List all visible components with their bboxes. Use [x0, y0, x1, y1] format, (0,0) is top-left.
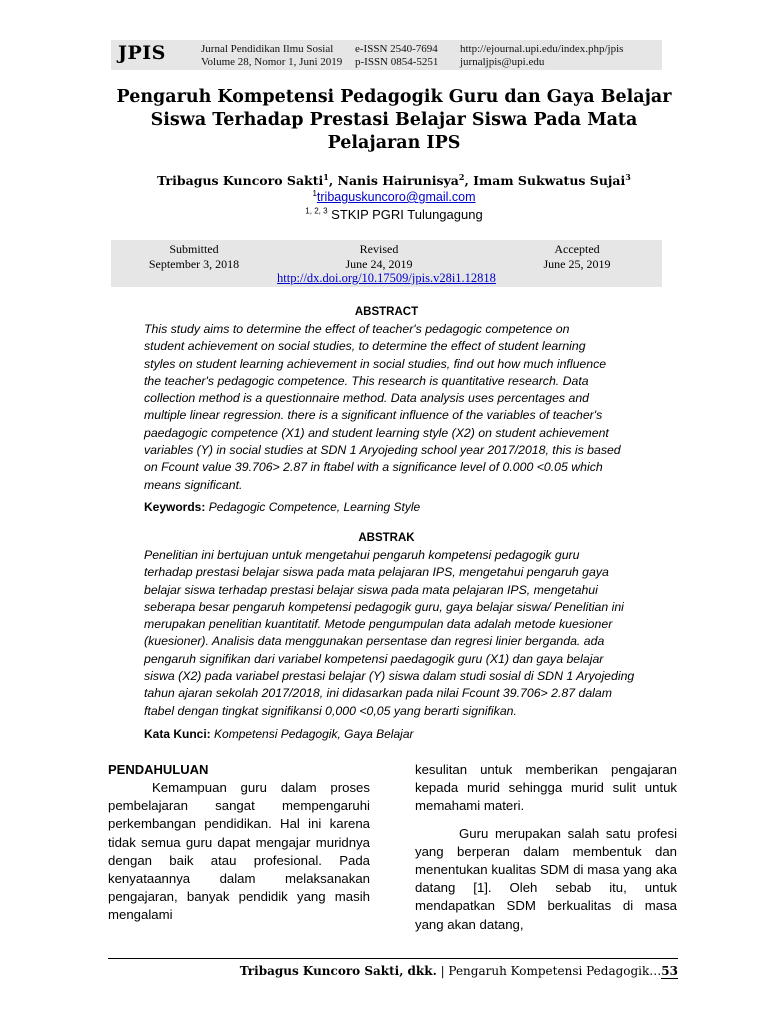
- page-footer: [108, 964, 678, 978]
- submitted-label: Submitted: [169, 242, 219, 256]
- footer-authors: Tribagus Kuncoro Sakti, dkk.: [239, 964, 437, 978]
- journal-url[interactable]: http://ejournal.upi.edu/index.php/jpis: [460, 43, 624, 55]
- journal-logo: JPIS: [118, 42, 166, 64]
- kata-kunci-value: Kompetensi Pedagogik, Gaya Belajar: [214, 727, 414, 741]
- submitted-block: [104, 242, 284, 272]
- abstrak-body: [144, 547, 637, 720]
- author-list: Tribagus Kuncoro Sakti$^1$, Nanis Hairunisya$^2$, Imam Sukwatus Sujai$^3$: [157, 171, 631, 188]
- kata-kunci-line: [144, 727, 637, 741]
- revised-block: [289, 242, 469, 272]
- body-column-left: [108, 779, 370, 925]
- author-name: Nanis Hairunisya: [337, 173, 459, 188]
- abstrak-line: seberapa besar pengaruh kompetensi pedagogik guru, gaya belajar siswa/ Penelitian ini: [144, 599, 624, 614]
- footer-separator: |: [436, 964, 449, 978]
- footer-rule: [108, 958, 678, 959]
- abstrak-line: merupakan penelitian kuantitatif. Metode pengumpulan data adalah metode kuesioner: [144, 617, 613, 632]
- abstract-heading: ABSTRACT: [354, 306, 419, 318]
- author-superscript: 1: [323, 171, 329, 182]
- abstrak-line: Penelitian ini bertujuan untuk mengetahui pengaruh kompetensi pedagogik guru: [144, 548, 580, 562]
- footer-short-title: Pengaruh Kompetensi Pedagogik…: [448, 964, 662, 978]
- section-heading: PENDAHULUAN: [108, 762, 209, 777]
- abstrak-line: (kuesioner). Analisis data menggunakan persentase dan regresi linier berganda. ada: [144, 634, 605, 649]
- affiliation: STKIP PGRI Tulungagung: [331, 207, 483, 222]
- revised-date: June 24, 2019: [345, 257, 413, 271]
- abstract-line: This study aims to determine the effect of teacher's pedagogic competence on: [144, 322, 570, 336]
- journal-name: Jurnal Pendidikan Ilmu Sosial: [201, 43, 334, 55]
- abstract-line: collection method is a questionnaire method. Data analysis uses percentages and: [144, 391, 590, 406]
- keywords-label: Keywords:: [144, 500, 206, 514]
- keywords-value: Pedagogic Competence, Learning Style: [208, 500, 421, 514]
- affiliation-line: [104, 207, 684, 222]
- doi-link[interactable]: http://dx.doi.org/10.17509/jpis.v28i1.12818: [277, 271, 496, 285]
- author-superscript: 2: [458, 171, 465, 182]
- abstrak-line: ftabel dengan tingkat signifikansi 0,000 <0,05 yang berarti signifikan.: [144, 703, 517, 718]
- abstrak-line: tahun ajaran sekolah 2017/2018, ini didasarkan pada nilai Fcount 39.706> 2.87 dalam: [144, 686, 612, 701]
- abstract-line: student achievement on social studies, to determine the effect of student learning: [144, 339, 586, 354]
- author-superscript: 3: [625, 171, 631, 182]
- abstract-line: the teacher's pedagogic competence. This research is quantitative research. Data: [144, 373, 589, 388]
- journal-volume: Volume 28, Nomor 1, Juni 2019: [201, 56, 343, 68]
- journal-email[interactable]: jurnaljpis@upi.edu: [460, 56, 545, 68]
- body-column-right: [415, 761, 677, 934]
- abstrak-heading: ABSTRAK: [358, 532, 415, 544]
- accepted-date: June 25, 2019: [543, 257, 611, 271]
- author-name: Tribagus Kuncoro Sakti: [157, 173, 324, 188]
- paragraph: Kemampuan guru dalam proses pembelajaran sangat mempengaruhi perkembangan pendidikan. Hal ini karena tidak semua guru dapat mengajar muridnya dengan baik atau profesional. Pada kenyataannya dalam melaksanakan pengajaran, banyak pendidik yang masih mengalami: [108, 780, 370, 923]
- author-email-line: [104, 190, 684, 204]
- abstract-body: [144, 321, 637, 494]
- abstract-line: styles on student learning achievement in social studies, find out how much influence: [144, 356, 607, 371]
- affiliation-superscript: 1, 2, 3: [305, 206, 328, 216]
- abstrak-line: terhadap prestasi belajar siswa pada mata pelajaran IPS, mengetahui pengaruh gaya: [144, 565, 609, 580]
- page-number: 53: [661, 964, 678, 978]
- submitted-date: September 3, 2018: [148, 257, 240, 271]
- abstract-line: variables (Y) in social studies at SDN 1 Aryojeding school year 2017/2018, this is based: [144, 443, 621, 458]
- keywords-line: [144, 500, 637, 514]
- journal-eissn: e-ISSN 2540-7694: [355, 43, 438, 55]
- author-email-link[interactable]: tribaguskuncoro@gmail.com: [316, 190, 476, 204]
- abstract-line: means significant.: [144, 477, 243, 492]
- abstract-line: multiple linear regression. there is a significant influence of the variables of teacher's: [144, 408, 603, 423]
- kata-kunci-label: Kata Kunci:: [144, 727, 211, 741]
- paragraph: Guru merupakan salah satu profesi yang berperan dalam membentuk dan menentukan kualitas SDM di masa yang aka datang [1]. Oleh sebab itu, untuk mendapatkan SDM berkualitas di masa yang akan datang,: [415, 825, 677, 932]
- paper-title: Pengaruh Kompetensi Pedagogik Guru dan Gaya Belajar Siswa Terhadap Prestasi Belajar Siswa Pada Mata Pelajaran IPS: [116, 87, 672, 153]
- abstrak-line: siswa (X2) pada variabel prestasi belajar (Y) siswa dalam studi sosial di SDN 1 Aryojeding: [144, 669, 635, 684]
- journal-pissn: p-ISSN 0854-5251: [355, 56, 439, 68]
- abstrak-line: pengaruh signifikan dari variabel kompetensi paedagogik guru (X1) dan gaya belajar: [144, 651, 604, 666]
- accepted-label: Accepted: [554, 242, 600, 256]
- accepted-block: [487, 242, 667, 272]
- abstrak-line: belajar siswa terhadap prestasi belajar siswa pada mata pelajaran IPS, mengetahui: [144, 582, 598, 597]
- abstract-line: on Fcount value 39.706> 2.87 in ftabel with a significance level of 0.000 <0.05 which: [144, 460, 603, 475]
- revised-label: Revised: [359, 242, 399, 256]
- abstract-line: paedagogic competence (X1) and student learning style (X2) on student achievement: [144, 425, 609, 440]
- email-superscript: 1: [312, 188, 317, 198]
- author-name: Imam Sukwatus Sujai: [473, 173, 626, 188]
- paragraph: kesulitan untuk memberikan pengajaran kepada murid sehingga murid sulit untuk memahami materi.: [415, 762, 677, 814]
